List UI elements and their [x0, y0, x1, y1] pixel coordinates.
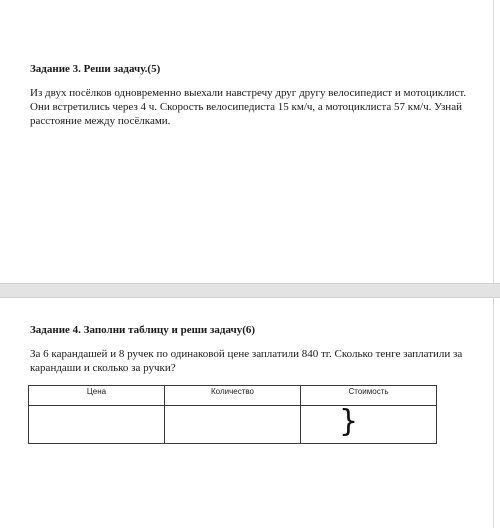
table-header-quantity: Количество: [165, 386, 301, 406]
task-3-text: Из двух посёлков одновременно выехали навстречу друг другу велосипедист и мотоциклист. Они встретились через 4 ч. Скорость велосипедиста 15 км/ч, а мотоциклиста 57 км/ч. Узнай расстояние между посёлками.: [30, 87, 467, 127]
task-4-table: [28, 385, 437, 444]
task-3-title: Задание 3. Реши задачу.(5): [30, 63, 161, 75]
table-cell-quantity: [165, 406, 301, 444]
table-row: [29, 406, 437, 444]
page-edge: [493, 0, 494, 528]
task-4-text: За 6 карандашей и 8 ручек по одинаковой цене заплатили 840 тг. Сколько тенге заплатили за карандаши и сколько за ручки?: [30, 348, 463, 374]
task-4-title: Задание 4. Заполни таблицу и реши задачу(6): [30, 324, 256, 336]
curly-brace-mark: }: [339, 404, 359, 439]
page-separator: [0, 283, 500, 298]
table-header-cost: Стоимость: [301, 386, 437, 406]
table-cell-price: [29, 406, 165, 444]
table-cell-cost: [301, 406, 437, 444]
table-header-row: [29, 386, 437, 406]
task-4: [30, 323, 470, 375]
task-3: [30, 62, 470, 128]
table-header-price: Цена: [29, 386, 165, 406]
